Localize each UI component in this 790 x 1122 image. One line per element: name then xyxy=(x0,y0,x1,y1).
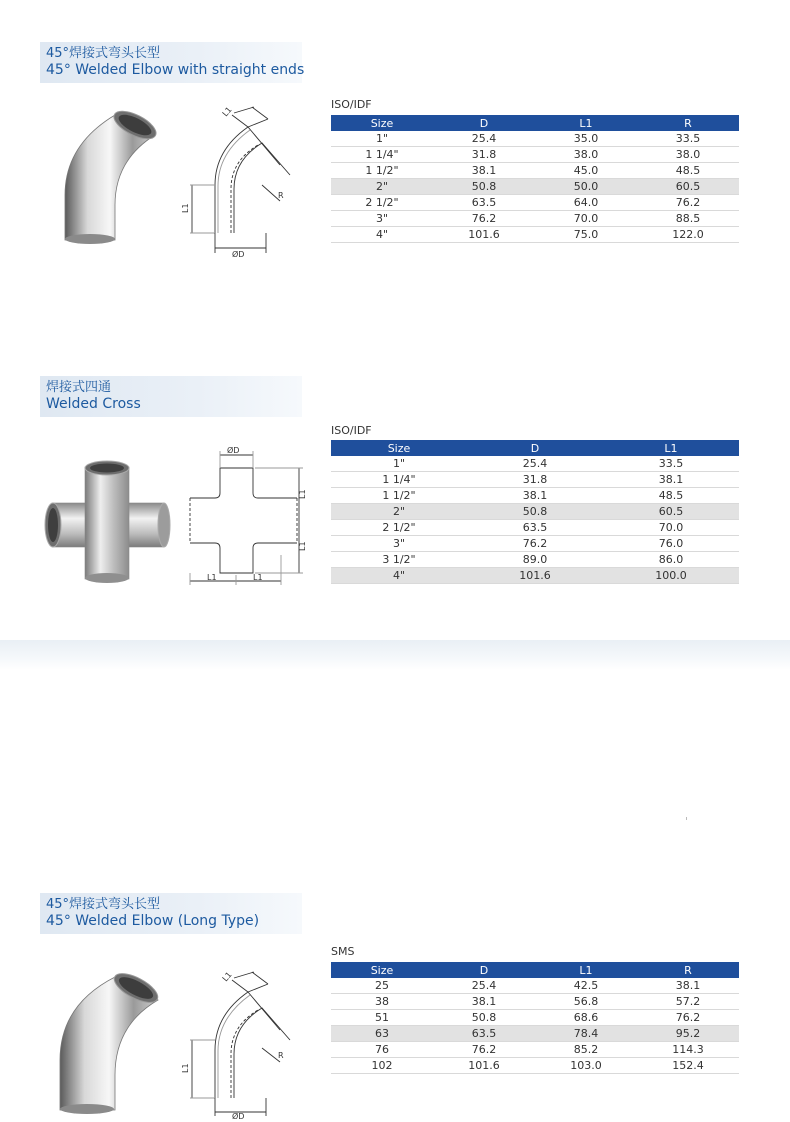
table-cell: 48.5 xyxy=(603,488,739,504)
column-header-l1: L1 xyxy=(603,440,739,456)
table-cell: 50.8 xyxy=(433,179,535,195)
elbow-long-photo xyxy=(40,965,170,1115)
table-cell: 78.4 xyxy=(535,1026,637,1042)
table-cell: 4" xyxy=(331,227,433,243)
elbow-r-label: R xyxy=(278,191,284,200)
section3-standard: SMS xyxy=(331,945,355,958)
table-row xyxy=(331,552,739,568)
cross-od-label: ØD xyxy=(227,446,240,455)
tiny-mark xyxy=(686,817,687,820)
table-cell: 60.5 xyxy=(637,179,739,195)
table-row xyxy=(331,520,739,536)
table-cell: 50.8 xyxy=(467,504,603,520)
table-cell: 68.6 xyxy=(535,1010,637,1026)
table-cell: 2 1/2" xyxy=(331,195,433,211)
table-cell: 100.0 xyxy=(603,568,739,584)
table-cell: 4" xyxy=(331,568,467,584)
table-row xyxy=(331,211,739,227)
table-body xyxy=(331,456,739,584)
section2-spec-table xyxy=(331,440,739,584)
table-row xyxy=(331,195,739,211)
elbow-photo xyxy=(40,100,170,245)
elbow-long-od-label: ØD xyxy=(232,1112,245,1120)
table-row xyxy=(331,179,739,195)
table-cell: 63.5 xyxy=(467,520,603,536)
section1-title-en: 45° Welded Elbow with straight ends xyxy=(46,62,305,78)
table-row xyxy=(331,227,739,243)
table-cell: 70.0 xyxy=(603,520,739,536)
table-row xyxy=(331,504,739,520)
table-cell: 25.4 xyxy=(433,131,535,147)
table-header-row xyxy=(331,115,739,131)
table-cell: 45.0 xyxy=(535,163,637,179)
table-body xyxy=(331,978,739,1074)
table-cell: 76.0 xyxy=(603,536,739,552)
table-cell: 51 xyxy=(331,1010,433,1026)
table-cell: 38.0 xyxy=(637,147,739,163)
cross-l1-bottom-left: L1 xyxy=(207,573,217,582)
table-cell: 95.2 xyxy=(637,1026,739,1042)
section1-title-cn: 45°焊接式弯头长型 xyxy=(46,46,161,61)
column-header-d: D xyxy=(467,440,603,456)
table-cell: 33.5 xyxy=(637,131,739,147)
table-row xyxy=(331,472,739,488)
table-cell: 114.3 xyxy=(637,1042,739,1058)
elbow-long-r-label: R xyxy=(278,1051,284,1060)
table-cell: 101.6 xyxy=(433,1058,535,1074)
table-cell: 152.4 xyxy=(637,1058,739,1074)
table-cell: 42.5 xyxy=(535,978,637,994)
table-cell: 63 xyxy=(331,1026,433,1042)
elbow-od-label: ØD xyxy=(232,250,245,259)
table-cell: 25.4 xyxy=(433,978,535,994)
table-header-row xyxy=(331,962,739,978)
elbow-drawing xyxy=(180,105,310,260)
cross-photo xyxy=(40,455,175,585)
column-header-r: R xyxy=(637,115,739,131)
elbow-long-l1-top-label: L1 xyxy=(220,970,234,984)
table-cell: 48.5 xyxy=(637,163,739,179)
cross-l1-right-top: L1 xyxy=(298,489,307,499)
table-cell: 1 1/2" xyxy=(331,163,433,179)
table-cell: 88.5 xyxy=(637,211,739,227)
section2-standard: ISO/IDF xyxy=(331,424,372,437)
section3-title-cn: 45°焊接式弯头长型 xyxy=(46,897,161,912)
section1-title-band xyxy=(40,42,305,83)
cross-l1-bottom-right: L1 xyxy=(253,573,263,582)
table-cell: 57.2 xyxy=(637,994,739,1010)
table-cell: 33.5 xyxy=(603,456,739,472)
elbow-l1-side-label: L1 xyxy=(181,203,190,213)
table-cell: 31.8 xyxy=(467,472,603,488)
table-cell: 89.0 xyxy=(467,552,603,568)
table-row xyxy=(331,456,739,472)
table-cell: 25 xyxy=(331,978,433,994)
table-row xyxy=(331,131,739,147)
table-row xyxy=(331,536,739,552)
table-row xyxy=(331,488,739,504)
table-cell: 50.0 xyxy=(535,179,637,195)
table-cell: 60.5 xyxy=(603,504,739,520)
table-cell: 56.8 xyxy=(535,994,637,1010)
table-cell: 35.0 xyxy=(535,131,637,147)
table-cell: 2" xyxy=(331,179,433,195)
section3-title-band xyxy=(40,893,302,934)
table-cell: 38.1 xyxy=(433,163,535,179)
table-cell: 3" xyxy=(331,211,433,227)
elbow-long-drawing xyxy=(180,970,310,1120)
section2-title-band xyxy=(40,376,302,417)
table-cell: 38.1 xyxy=(433,994,535,1010)
section1-standard: ISO/IDF xyxy=(331,98,372,111)
table-cell: 101.6 xyxy=(433,227,535,243)
table-cell: 50.8 xyxy=(433,1010,535,1026)
column-header-d: D xyxy=(433,962,535,978)
section3-title-en: 45° Welded Elbow (Long Type) xyxy=(46,913,260,929)
section2-title-en: Welded Cross xyxy=(46,396,141,412)
table-cell: 86.0 xyxy=(603,552,739,568)
table-cell: 76.2 xyxy=(637,195,739,211)
table-cell: 63.5 xyxy=(433,195,535,211)
table-cell: 31.8 xyxy=(433,147,535,163)
column-header-size: Size xyxy=(331,115,433,131)
table-cell: 38.1 xyxy=(603,472,739,488)
table-cell: 101.6 xyxy=(467,568,603,584)
table-row xyxy=(331,1042,739,1058)
table-cell: 70.0 xyxy=(535,211,637,227)
section1-spec-table xyxy=(331,115,739,243)
table-cell: 38.1 xyxy=(467,488,603,504)
section2-title-cn: 焊接式四通 xyxy=(46,380,112,395)
table-cell: 2" xyxy=(331,504,467,520)
elbow-l1-top-label: L1 xyxy=(220,105,234,119)
table-cell: 75.0 xyxy=(535,227,637,243)
table-row xyxy=(331,147,739,163)
table-row xyxy=(331,1010,739,1026)
table-cell: 1" xyxy=(331,131,433,147)
table-cell: 25.4 xyxy=(467,456,603,472)
column-header-l1: L1 xyxy=(535,115,637,131)
table-row xyxy=(331,1026,739,1042)
table-cell: 38 xyxy=(331,994,433,1010)
section-divider xyxy=(0,640,790,670)
table-cell: 1" xyxy=(331,456,467,472)
table-row xyxy=(331,1058,739,1074)
table-cell: 2 1/2" xyxy=(331,520,467,536)
table-row xyxy=(331,994,739,1010)
column-header-d: D xyxy=(433,115,535,131)
table-row xyxy=(331,978,739,994)
table-cell: 3" xyxy=(331,536,467,552)
elbow-long-l1-side-label: L1 xyxy=(181,1063,190,1073)
column-header-size: Size xyxy=(331,440,467,456)
table-cell: 64.0 xyxy=(535,195,637,211)
table-cell: 1 1/2" xyxy=(331,488,467,504)
column-header-l1: L1 xyxy=(535,962,637,978)
section3-spec-table xyxy=(331,962,739,1074)
table-cell: 38.0 xyxy=(535,147,637,163)
table-cell: 76.2 xyxy=(433,1042,535,1058)
table-cell: 63.5 xyxy=(433,1026,535,1042)
cross-l1-right-bottom: L1 xyxy=(298,541,307,551)
table-cell: 122.0 xyxy=(637,227,739,243)
table-cell: 76.2 xyxy=(637,1010,739,1026)
table-cell: 76.2 xyxy=(467,536,603,552)
table-cell: 85.2 xyxy=(535,1042,637,1058)
table-cell: 1 1/4" xyxy=(331,472,467,488)
table-header-row xyxy=(331,440,739,456)
column-header-size: Size xyxy=(331,962,433,978)
table-row xyxy=(331,163,739,179)
table-cell: 102 xyxy=(331,1058,433,1074)
table-cell: 76 xyxy=(331,1042,433,1058)
table-row xyxy=(331,568,739,584)
table-cell: 3 1/2" xyxy=(331,552,467,568)
column-header-r: R xyxy=(637,962,739,978)
table-cell: 1 1/4" xyxy=(331,147,433,163)
table-cell: 38.1 xyxy=(637,978,739,994)
table-cell: 76.2 xyxy=(433,211,535,227)
table-body xyxy=(331,131,739,243)
table-cell: 103.0 xyxy=(535,1058,637,1074)
cross-drawing xyxy=(185,443,310,588)
